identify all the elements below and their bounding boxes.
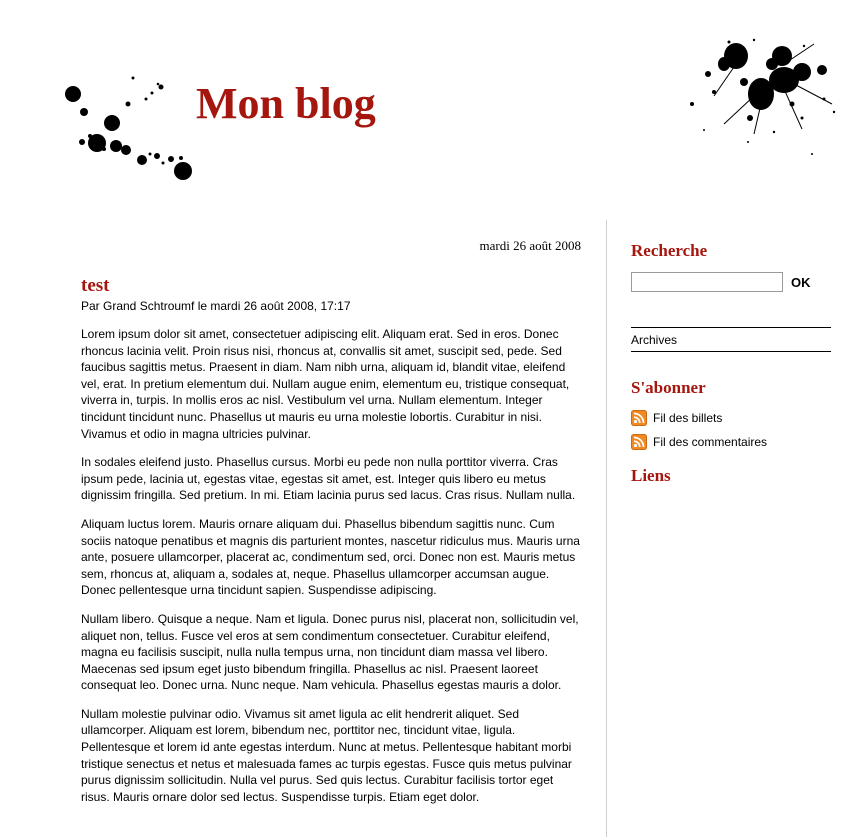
search-ok-button[interactable]: OK	[791, 274, 811, 290]
post-paragraph: Nullam libero. Quisque a neque. Nam et ligula. Donec purus nisl, placerat non, sollicitudin vel, aliquet non, tellus. Fusce vel eros at sem condimentum consectetuer. Curabitur eleifend, magna eu facilisis suscipit, nulla nulla tempus urna, non tincidunt diam massa vel libero. Maecenas sed ipsum eget justo bibendum fringilla. Phasellus ac nisl. Praesent laoreet consequat leo. Donec urna. Nunc neque. Nam vehicula. Phasellus egestas mauris a dolor.	[81, 611, 579, 693]
feed-item-commentaires[interactable]	[631, 434, 831, 450]
feed-label: Fil des commentaires	[653, 434, 768, 449]
blog-title-link[interactable]: Mon blog	[196, 79, 376, 128]
archives-box	[631, 327, 831, 352]
post-paragraph: Nullam molestie pulvinar odio. Vivamus sit amet ligula ac elit hendrerit aliquet. Sed ullamcorper. Aliquam est lorem, bibendum nec, porttitor nec, tincidunt vitae, ligula. Pellentesque et lorem id ante egestas interdum. Nunc at metus. Pellentesque habitant morbi tristique senectus et netus et malesuada fames ac turpis egestas. Fusce quis metus pulvinar purus dignissim sollicitudin. Nulla vel purus. Sed quis lectus. Curabitur facilisis tortor eget risus. Mauris ornare dolor sed lectus. Suspendisse turpis. Etiam eget dolor.	[81, 706, 572, 804]
post-date: mardi 26 août 2008	[479, 238, 581, 253]
sidebar	[631, 240, 831, 487]
feed-list	[631, 410, 831, 450]
post-paragraph: Aliquam luctus lorem. Mauris ornare aliquam dui. Phasellus bibendum sagittis nunc. Cum sociis natoque penatibus et magnis dis parturient montes, nascetur ridiculus mus. Mauris urna ante, posuere ullamcorper, placerat ac, condimentum sed, orci. Donec non est. Mauris metus sem, rhoncus at, aliquam a, sodales at, neque. Phasellus ullamcorper accumsan augue. Donec pellentesque urna tincidunt sapien. Suspendisse adipiscing.	[81, 516, 580, 598]
links-heading: Liens	[631, 466, 671, 485]
post-title-link[interactable]: test	[81, 275, 110, 296]
main-content	[81, 237, 581, 817]
ink-splash-left-decoration	[58, 68, 203, 186]
ink-splash-right-decoration	[684, 34, 844, 168]
post-meta: Par Grand Schtroumf le mardi 26 août 2008, 17:17	[81, 299, 351, 313]
archives-link[interactable]: Archives	[631, 333, 678, 347]
rss-icon	[631, 410, 647, 426]
post-body	[81, 326, 581, 805]
search-heading: Recherche	[631, 241, 708, 260]
feed-item-billets[interactable]	[631, 410, 831, 426]
search-input[interactable]	[631, 272, 783, 292]
subscribe-heading: S'abonner	[631, 378, 706, 397]
column-divider	[606, 220, 607, 837]
rss-icon	[631, 434, 647, 450]
search-form	[631, 272, 831, 292]
feed-label: Fil des billets	[653, 410, 723, 425]
post-paragraph: Lorem ipsum dolor sit amet, consectetuer adipiscing elit. Aliquam erat. Sed in eros. Donec rhoncus lacinia velit. Proin risus nisi, rhoncus at, convallis sit amet, suscipit sed, pede. Sed faucibus sagittis metus. Praesent in diam. Nam nibh urna, aliquam id, blandit vitae, eleifend vel, erat. In pretium elementum dui. Nullam augue enim, elementum eu, tristique consequat, viverra in, turpis. In mollis eros ac nisl. Vestibulum vel urna. Nullam elementum. Integer tincidunt tincidunt nunc. Phasellus ut mauris eu urna molestie lobortis. Curabitur in nisi. Vivamus et odio in magna ultricies pulvinar.	[81, 327, 570, 441]
post-paragraph: In sodales eleifend justo. Phasellus cursus. Morbi eu pede non nulla porttitor viverra. Cras ipsum pede, lacinia ut, egestas vitae, egestas sit amet, est. Integer quis libero eu metus dignissim fringilla. Sed pretium. In mi. Etiam lacinia purus sed lacus. Cras risus. Nullam nulla.	[81, 455, 576, 503]
